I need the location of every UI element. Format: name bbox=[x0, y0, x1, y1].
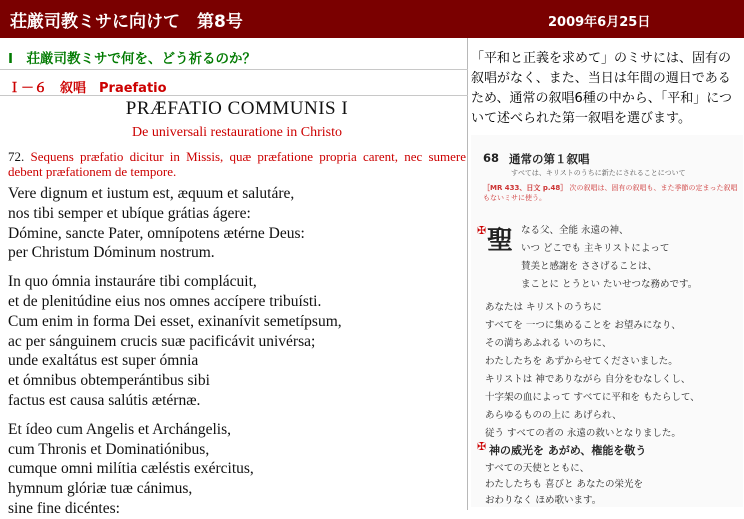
latin-line: nos tibi semper et ubíque grátias ágere: bbox=[8, 204, 251, 222]
latin-line: Et ídeo cum Angelis et Archángelis, bbox=[8, 420, 231, 438]
book-line: わたしたちを あずからせてくださいました。 bbox=[485, 356, 678, 367]
latin-line: et ómnibus obtemperántibus sibi bbox=[8, 372, 210, 390]
japanese-missal-scan bbox=[471, 135, 743, 507]
rubric-text: Sequens præfatio dicitur in Missis, quæ præfatione propria carent, nec sumere debent præfationem de tempore. bbox=[8, 149, 467, 179]
issue-date: 2009年6月25日 bbox=[548, 15, 651, 30]
book-line: あなたは キリストのうちに bbox=[485, 302, 602, 313]
latin-preface-scan bbox=[8, 96, 466, 519]
preface-title: PRÆFATIO COMMUNIS I bbox=[125, 98, 349, 119]
rubric bbox=[8, 149, 466, 179]
latin-line: unde exaltátus est super ómnia bbox=[8, 352, 199, 370]
subsection-heading: Ｉ－６ 叙唱 Praefatio bbox=[8, 81, 167, 96]
book-line: 従う すべての者の 永遠の救いとなりました。 bbox=[485, 428, 681, 439]
latin-line: factus est causa salútis ætérnæ. bbox=[8, 391, 201, 409]
stanza bbox=[8, 272, 466, 411]
stanza bbox=[8, 420, 466, 519]
preface-number: 68 bbox=[483, 151, 500, 165]
book-line: おわりなく ほめ歌います。 bbox=[485, 495, 602, 506]
book-line-first: 神の威光を あがめ、権能を敬う bbox=[489, 444, 647, 457]
book-preface-title: 通常の第１叙唱 bbox=[509, 152, 590, 166]
book-rubric bbox=[483, 183, 738, 203]
book-line: すべてを 一つに集めることを お望みになり、 bbox=[485, 320, 681, 331]
latin-line: cumque omni milítia cæléstis exércitus, bbox=[8, 460, 254, 478]
book-line: わたしたちも 喜びと あなたの栄光を bbox=[485, 479, 644, 490]
book-line: その満ちあふれる いのちに、 bbox=[485, 338, 612, 349]
latin-line: ac per sánguinem crucis suæ pacificávit univérsa; bbox=[8, 332, 316, 350]
latin-line: In quo ómnia instauráre tibi complácuit, bbox=[8, 273, 257, 291]
latin-line: Dómine, sancte Pater, omnípotens ætérne Deus: bbox=[8, 224, 305, 242]
preface-text bbox=[8, 184, 466, 519]
row-divider bbox=[0, 69, 468, 70]
cross-mark-icon: ✠ bbox=[477, 224, 487, 237]
section-heading: Ⅰ 荘厳司教ミサで何を、どう祈るのか？ bbox=[8, 51, 257, 67]
latin-line: et de plenitúdine eius nos omnes accípere tribuísti. bbox=[8, 292, 322, 310]
latin-line: per Christum Dóminum nostrum. bbox=[8, 244, 215, 262]
latin-line: sine fine dicéntes: bbox=[8, 499, 120, 517]
stanza bbox=[8, 184, 466, 263]
book-line: なる父、全能 永遠の神、 bbox=[521, 225, 629, 236]
preface-subtitle: De universali restauratione in Christo bbox=[132, 125, 342, 140]
book-line: まことに とうとい たいせつな務めです。 bbox=[521, 279, 698, 290]
explanation-note: 「平和と正義を求めて」のミサには、固有の叙唱がなく、また、当日は年間の週日であるため、通常の叙唱6種の中から、「平和」について述べられた第一叙唱を選びます。 bbox=[471, 51, 732, 126]
latin-line: Vere dignum et iustum est, æquum et salutáre, bbox=[8, 185, 295, 202]
rubric-number: 72. bbox=[8, 149, 25, 164]
book-line: 十字架の血によって すべてに平和を もたらして、 bbox=[485, 392, 700, 403]
book-rubric-text: 次の叙唱は、固有の叙唱も、また季節の定まった叙唱もないミサに使う。 bbox=[483, 184, 738, 202]
initial-character: 聖 bbox=[487, 226, 514, 256]
book-line: 賛美と感謝を ささげることは、 bbox=[521, 261, 658, 272]
latin-line: Cum enim in forma Dei esset, exinanívit semetípsum, bbox=[8, 312, 342, 330]
header-bar bbox=[0, 0, 744, 38]
book-line: キリストは 神でありながら 自分をむなしくし、 bbox=[485, 374, 691, 385]
latin-line: cum Thronis et Dominatiónibus, bbox=[8, 440, 210, 458]
book-preface-subtitle: すべては、キリストのうちに新たにされることについて bbox=[511, 169, 686, 177]
column-divider bbox=[467, 38, 468, 510]
book-line: いつ どこでも 主キリストによって bbox=[521, 243, 670, 254]
latin-line: hymnum glóriæ tuæ cánimus, bbox=[8, 480, 193, 498]
book-line: すべての天使とともに、 bbox=[485, 463, 590, 474]
bulletin-title: 荘厳司教ミサに向けて 第8号 bbox=[10, 12, 243, 32]
book-line: あらゆるものの上に あげられ、 bbox=[485, 410, 622, 421]
cross-mark-icon: ✠ bbox=[477, 440, 487, 453]
book-rubric-ref: ［MR 433、日文 p.48］ bbox=[483, 184, 568, 192]
